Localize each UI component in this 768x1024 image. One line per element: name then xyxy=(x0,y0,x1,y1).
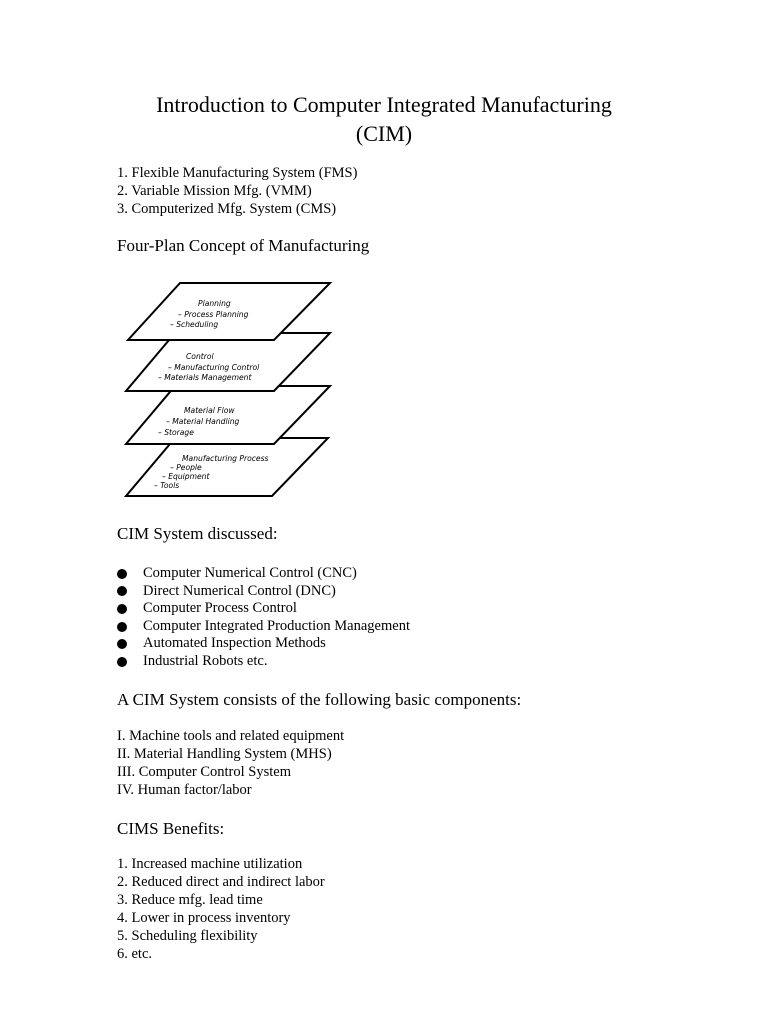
plane-control xyxy=(126,333,330,391)
bullet-icon xyxy=(117,657,127,667)
list-item: IV. Human factor/labor xyxy=(117,782,252,798)
plane-item: – Scheduling xyxy=(170,320,219,329)
list-item: 3. Reduce mfg. lead time xyxy=(117,892,263,908)
plane-title: Control xyxy=(186,352,214,361)
plane-title: Manufacturing Process xyxy=(182,454,269,463)
plane-title: Material Flow xyxy=(184,406,235,415)
components-list xyxy=(117,727,344,799)
list-item-label: Computer Numerical Control (CNC) xyxy=(143,565,357,581)
list-item xyxy=(117,583,410,601)
list-item: 4. Lower in process inventory xyxy=(117,910,291,926)
cim-discussed-heading: CIM System discussed: xyxy=(117,524,278,543)
list-item-label: Direct Numerical Control (DNC) xyxy=(143,582,336,599)
bullet-icon xyxy=(117,569,127,579)
bullet-icon xyxy=(117,622,127,632)
list-item: 1. Increased machine utilization xyxy=(117,856,303,872)
plane-item: – Storage xyxy=(158,428,194,437)
four-plan-heading: Four-Plan Concept of Manufacturing xyxy=(117,236,370,255)
plane-item: – Material Handling xyxy=(166,417,240,426)
list-item: I. Machine tools and related equipment xyxy=(117,728,345,744)
plane-item: – Materials Management xyxy=(158,373,252,382)
bullet-icon xyxy=(117,639,127,649)
plane-title: Planning xyxy=(198,299,231,308)
list-item: 1. Flexible Manufacturing System (FMS) xyxy=(117,165,358,181)
four-plan-diagram xyxy=(120,278,340,506)
list-item: 2. Variable Mission Mfg. (VMM) xyxy=(117,183,312,199)
list-item: II. Material Handling System (MHS) xyxy=(117,746,332,762)
list-item-label: Computer Process Control xyxy=(143,600,297,617)
list-item xyxy=(117,635,410,653)
list-item: 6. etc. xyxy=(117,946,153,962)
bullet-icon xyxy=(117,586,127,596)
plane-item: – Manufacturing Control xyxy=(168,363,260,372)
list-item xyxy=(117,565,410,583)
list-item: 5. Scheduling flexibility xyxy=(117,928,258,944)
list-item-label: Industrial Robots etc. xyxy=(143,652,268,669)
list-item xyxy=(117,618,410,636)
plane-item: – Tools xyxy=(154,481,180,490)
list-item: 2. Reduced direct and indirect labor xyxy=(117,874,325,890)
components-heading: A CIM System consists of the following basic components: xyxy=(117,690,522,709)
list-item-label: Computer Integrated Production Management xyxy=(143,617,410,634)
title-line-1: Introduction to Computer Integrated Manufacturing xyxy=(156,92,612,117)
systems-list xyxy=(117,164,357,218)
plane-material-flow xyxy=(126,386,330,444)
bullet-icon xyxy=(117,604,127,614)
list-item xyxy=(117,653,410,671)
plane-planning xyxy=(128,283,330,340)
cim-discussed-list xyxy=(117,565,410,671)
list-item-label: Automated Inspection Methods xyxy=(143,635,326,652)
page-title xyxy=(100,90,668,148)
list-item: III. Computer Control System xyxy=(117,764,291,780)
title-line-2: (CIM) xyxy=(355,121,413,146)
plane-item: – People xyxy=(170,463,202,472)
benefits-heading: CIMS Benefits: xyxy=(117,819,225,838)
list-item: 3. Computerized Mfg. System (CMS) xyxy=(117,201,337,217)
plane-item: – Process Planning xyxy=(178,310,249,319)
plane-manufacturing-process xyxy=(126,438,328,496)
list-item xyxy=(117,600,410,618)
benefits-list xyxy=(117,855,325,963)
plane-item: – Equipment xyxy=(162,472,210,481)
